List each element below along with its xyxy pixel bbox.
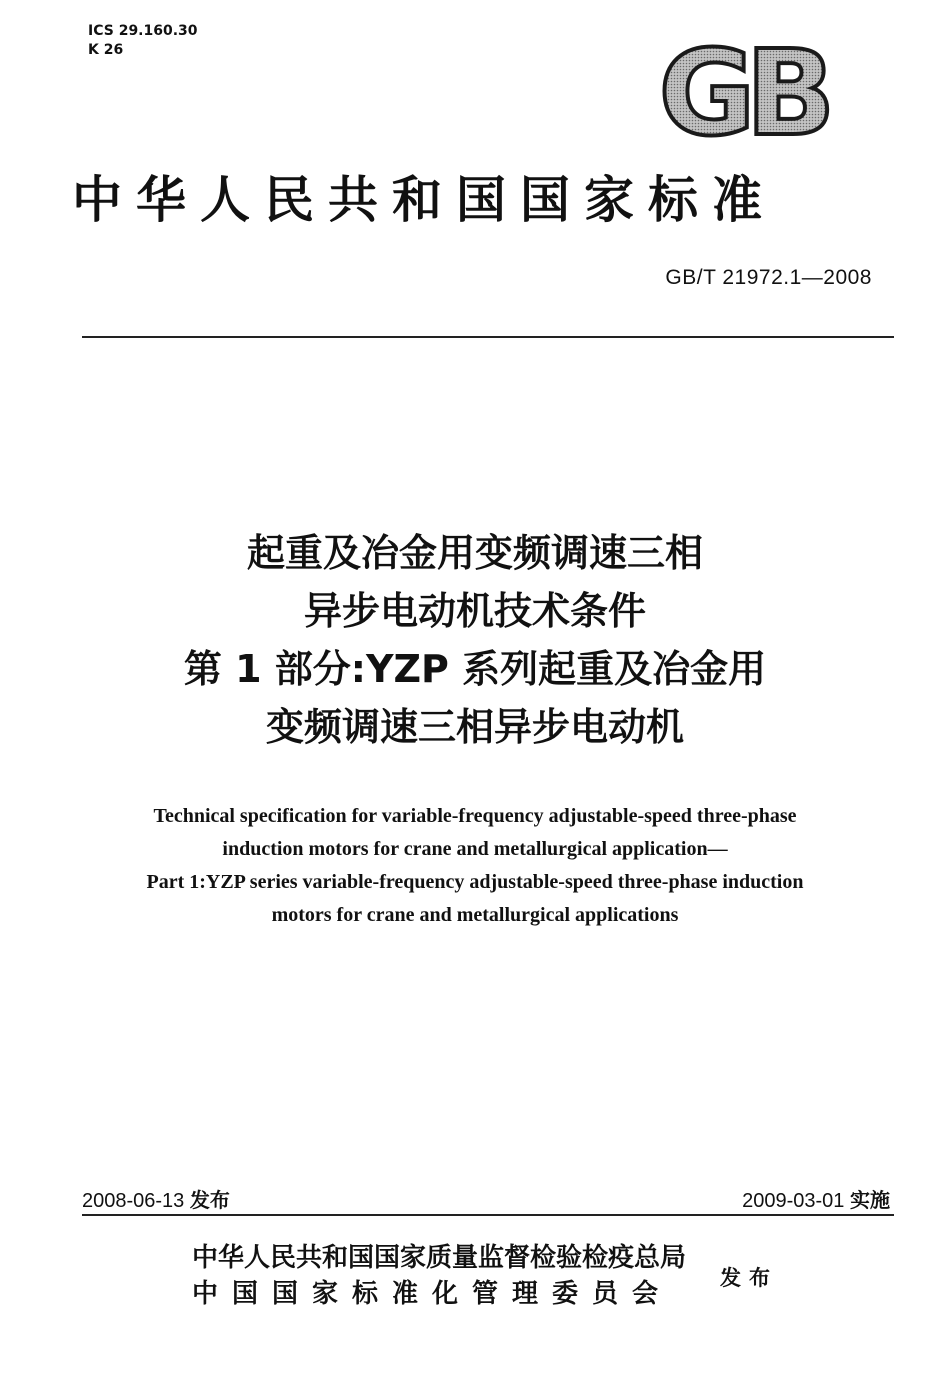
issuing-authorities [192, 1240, 686, 1312]
english-title [60, 800, 890, 932]
national-standard-heading: 中华人民共和国国家标准 [72, 170, 776, 229]
issue-date: 2008-06-13 [82, 1190, 185, 1212]
english-title-line: Part 1:YZP series variable-frequency adjustable-speed three-phase induction [146, 871, 804, 893]
chinese-title-line: 变频调速三相异步电动机 [265, 705, 684, 749]
implementation-date-line [742, 1184, 890, 1213]
classification-codes [88, 22, 198, 60]
english-title-line: Technical specification for variable-frequency adjustable-speed three-phase [153, 805, 797, 827]
chinese-title [0, 524, 950, 756]
issue-label: 发布 [189, 1190, 230, 1212]
chinese-title-line: 起重及冶金用变频调速三相 [246, 531, 703, 575]
issuer-aqsiq: 中华人民共和国国家质量监督检验检疫总局 [192, 1243, 687, 1273]
footer-divider [82, 1214, 894, 1216]
header-divider [82, 336, 894, 338]
ccs-code: K 26 [88, 42, 124, 58]
implementation-label: 实施 [850, 1190, 890, 1212]
issued-label: 发布 [720, 1266, 778, 1290]
issuer-sac: 中国国家标准化管理委员会 [192, 1279, 673, 1309]
chinese-title-line: 第 1 部分:YZP 系列起重及冶金用 [183, 647, 767, 691]
standard-number: GB/T 21972.1—2008 [665, 266, 872, 289]
implementation-date: 2009-03-01 [742, 1190, 845, 1212]
chinese-title-line: 异步电动机技术条件 [303, 589, 646, 633]
gb-logo-text: GB [658, 38, 826, 146]
ics-code: ICS 29.160.30 [88, 23, 198, 39]
english-title-line: induction motors for crane and metallurgical application— [222, 838, 728, 860]
english-title-line: motors for crane and metallurgical applications [271, 904, 679, 926]
gb-logo [640, 38, 845, 146]
issue-date-line [82, 1184, 230, 1213]
